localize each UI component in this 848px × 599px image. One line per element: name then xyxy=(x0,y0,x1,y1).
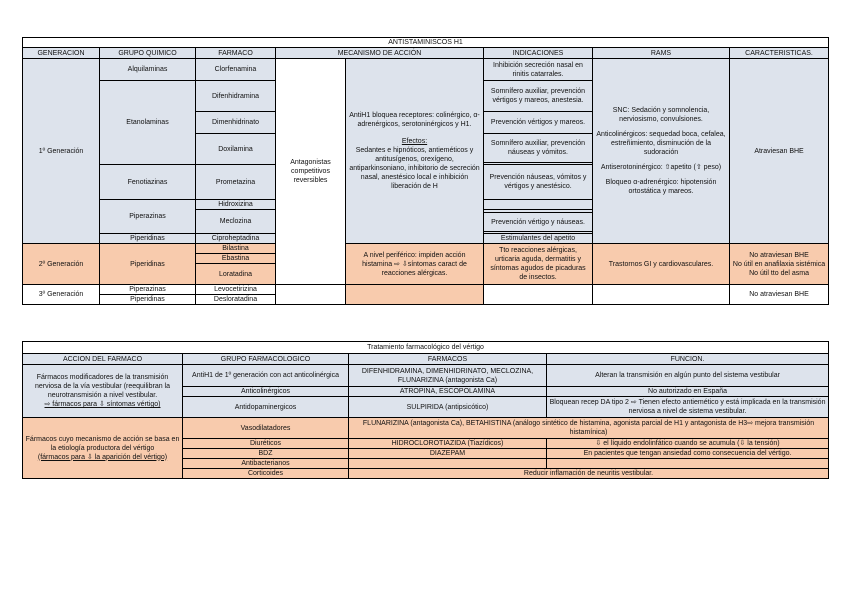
accion-2-text: Fármacos cuyo mecanismo de acción se basa en la etiología productora del vértigo xyxy=(25,435,180,452)
drug-prometazina: Prometazina xyxy=(196,165,276,200)
rams-gen1 xyxy=(593,59,730,244)
car-gen1: Atraviesan BHE xyxy=(730,59,829,244)
drug-dimenhidrinato: Dimenhidrinato xyxy=(196,112,276,134)
col-header-mecanismo: MECANISMO DE ACCIÓN xyxy=(276,48,484,59)
accion-1-note: ⇨ fármacos para ⇩ síntomas vértigo) xyxy=(44,401,161,408)
farmacos-antih1: DIFENHIDRAMINA, DIMENHIDRINATO, MECLOZINA, FLUNARIZINA (antagonista Ca) xyxy=(349,365,547,387)
group-alquilaminas: Alquilaminas xyxy=(100,59,196,81)
table-title: ANTISTAMINISCOS H1 xyxy=(23,38,829,48)
drug-levocetirizina: Levocetirizina xyxy=(196,285,276,295)
mec-gen1-efectos-text: Sedantes e hipnóticos, antieméticos y antitusígenos, orexígeno, antiparkinsoniano, inhibitorio de secreción nasal, anestésico local e inhibición liberación de H xyxy=(349,147,480,190)
group-piperidinas-1: Piperidinas xyxy=(100,234,196,244)
car-gen2-b: No útil en anafilaxia sistémica xyxy=(732,260,826,268)
grupo-antih1: AntiH1 de 1º generación con act anticolinérgica xyxy=(183,365,349,387)
col-header-indicaciones: INDICACIONES xyxy=(484,48,593,59)
vertigo-table xyxy=(22,341,829,479)
drug-difenhidramina: Difenhidramina xyxy=(196,81,276,112)
mec-gen1 xyxy=(346,59,484,244)
col-header-caracteristicas: CARACTERISTICAS. xyxy=(730,48,829,59)
ind-8: Tto reacciones alérgicas, urticaria aguda, dermatitis y síntomas agudos de picaduras de insectos. xyxy=(484,244,593,285)
drug-desloratadina: Desloratadina xyxy=(196,295,276,305)
rams-snc: SNC: Sedación y somnolencia, nerviosismo, convulsiones. xyxy=(612,107,710,123)
grupo-diureticos: Diuréticos xyxy=(183,439,349,449)
drug-ciproheptadina: Ciproheptadina xyxy=(196,234,276,244)
funcion-corticoides: Reducir inflamación de neuritis vestibular. xyxy=(349,469,829,479)
drug-ebastina: Ebastina xyxy=(196,253,275,263)
car-gen2 xyxy=(730,244,829,285)
ind-4: Somnífero auxiliar, prevención náuseas y vómitos. xyxy=(484,134,593,163)
farmacos-diureticos: HIDROCLOROTIAZIDA (Tiazídicos) xyxy=(349,439,547,449)
rams-anticolinergicos: Anticolinérgicos: sequedad boca, cefalea, estreñimiento, disminución de la sudoración xyxy=(596,131,726,156)
ind-5: Prevención náuseas, vómitos y vértigos y anestésico. xyxy=(484,165,593,200)
car-gen3: No atraviesan BHE xyxy=(730,285,829,305)
drug-clorfenamina: Clorfenamina xyxy=(196,59,276,81)
group-piperazinas-3: Piperazinas xyxy=(100,285,196,295)
accion-2-note: (fármacos para ⇩ la aparición del vértigo) xyxy=(37,453,168,461)
drug-bilastina-ebastina xyxy=(196,244,276,264)
funcion-diureticos: ⇩ el líquido endolinfático cuando se acumula (⇩ la tensión) xyxy=(547,439,829,449)
col-header-farmacos: FARMACOS xyxy=(349,354,547,365)
farmacos-antidopaminergicos: SULPIRIDA (antipsicótico) xyxy=(349,397,547,418)
drug-doxilamina: Doxilamina xyxy=(196,134,276,165)
accion-1-text: Fármacos modificadores de la transmisión nerviosa de la vía vestibular (reequilibran la neurotransmisión a nivel vestibular. xyxy=(34,374,171,399)
gen3-label: 3º Generación xyxy=(23,285,100,305)
funcion-anticolinergicos: No autorizado en España xyxy=(547,387,829,397)
drug-loratadina: Loratadina xyxy=(196,264,276,285)
drug-hidroxizina: Hidroxizina xyxy=(196,200,276,210)
ind-7: Estimulantes del apetito xyxy=(484,234,593,244)
ind-2: Somnífero auxiliar, prevención vértigos y mareos, anestesia. xyxy=(484,81,593,112)
group-piperidinas-2: Piperidinas xyxy=(100,244,196,285)
grupo-vasodilatadores: Vasodilatadores xyxy=(183,418,349,439)
group-etanolaminas: Etanolaminas xyxy=(100,81,196,165)
funcion-antih1: Alteran la transmisión en algún punto del sistema vestibular xyxy=(547,365,829,387)
col-header-funcion: FUNCION. xyxy=(547,354,829,365)
ind-6: Prevención vértigo y náuseas. xyxy=(484,213,593,232)
gen2-label: 2º Generación xyxy=(23,244,100,285)
accion-2 xyxy=(23,418,183,479)
farmacos-vasodilatadores: FLUNARIZINA (antagonista Ca), BETAHISTINA (análogo sintético de histamina, agonista parcial de H1 y antagonista de H3⇨ mejora transmisión histamínica) xyxy=(349,418,829,439)
col-header-accion: ACCION DEL FARMACO xyxy=(23,354,183,365)
mec-gen2: A nivel periférico: impiden acción histamina ⇨ ⇩síntomas caract de reacciones alérgicas. xyxy=(346,244,484,285)
group-fenotiazinas: Fenotiazinas xyxy=(100,165,196,200)
group-piperidinas-3: Piperidinas xyxy=(100,295,196,305)
ind-3: Prevención vértigos y mareos. xyxy=(484,112,593,134)
grupo-antibacterianos: Antibacterianos xyxy=(183,459,349,469)
grupo-corticoides: Corticoides xyxy=(183,469,349,479)
mec-gen1-efectos: Efectos: xyxy=(401,138,428,145)
mec-antagonistas: Antagonistas competitivos reversibles xyxy=(276,59,346,285)
gen1-label: 1º Generación xyxy=(23,59,100,244)
group-piperazinas-1: Piperazinas xyxy=(100,200,196,234)
drug-meclozina: Meclozina xyxy=(196,210,276,234)
mec-gen1-text: AntiH1 bloquea receptores: colinérgico, α-adrenérgicos, serotoninérgicos y H1. xyxy=(349,112,480,128)
funcion-bdz: En pacientes que tengan ansiedad como consecuencia del vértigo. xyxy=(547,449,829,459)
farmacos-anticolinergicos: ATROPINA, ESCOPOLAMINA xyxy=(349,387,547,397)
grupo-anticolinergicos: Anticolinérgicos xyxy=(183,387,349,397)
drug-bilastina: Bilastina xyxy=(222,245,249,252)
col-header-generacion: GENERACION xyxy=(23,48,100,59)
car-gen2-c: No útil tto del asma xyxy=(749,269,809,277)
funcion-antidopaminergicos: Bloquean recep DA tipo 2 ⇨ Tienen efecto antiemético y está implicada en la transmisión nerviosa a nivel de sistema vestibular. xyxy=(547,397,829,418)
ind-1: Inhibición secreción nasal en rinitis catarrales. xyxy=(484,59,593,81)
col-header-farmaco: FARMACO xyxy=(196,48,276,59)
car-gen2-a: No atraviesan BHE xyxy=(749,251,809,259)
grupo-antidopaminergicos: Antidopaminergicos xyxy=(183,397,349,418)
rams-antiserotoninergico: Antiserotoninérgico: ⇧apetito (⇧ peso) xyxy=(600,164,722,171)
grupo-bdz: BDZ xyxy=(183,449,349,459)
accion-1 xyxy=(23,365,183,418)
farmacos-bdz: DIAZEPAM xyxy=(349,449,547,459)
table2-title: Tratamiento farmacológico del vértigo xyxy=(23,342,829,354)
rams-gen2: Trastornos GI y cardiovasculares. xyxy=(593,244,730,285)
col-header-rams: RAMS xyxy=(593,48,730,59)
antihistamine-table xyxy=(22,37,829,305)
col-header-grupo: GRUPO QUIMICO xyxy=(100,48,196,59)
col-header-grupo-farm: GRUPO FARMACOLOGICO xyxy=(183,354,349,365)
rams-alfa: Bloqueo α-adrenérgico: hipotensión ortostática y mareos. xyxy=(605,179,717,195)
